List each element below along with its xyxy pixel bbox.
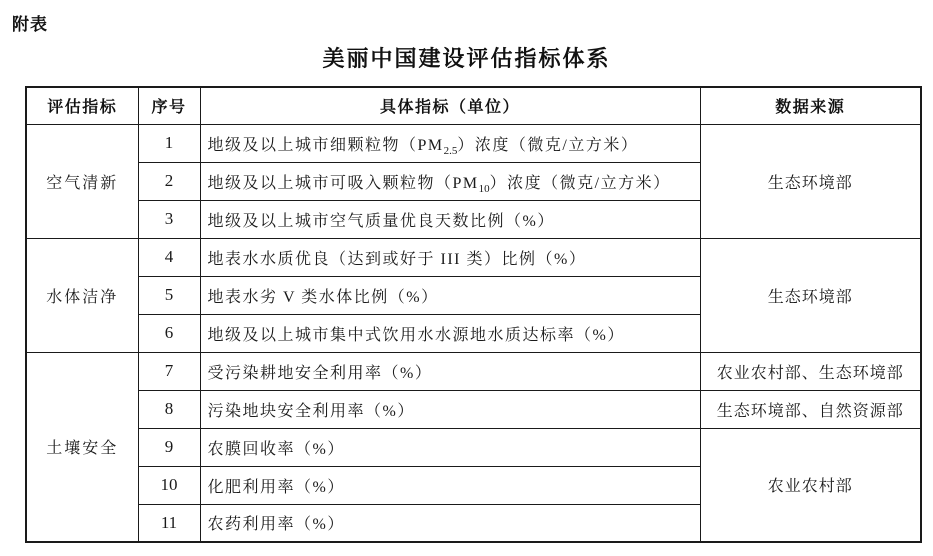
- serial-cell: 4: [138, 238, 200, 276]
- col-header-indicator: 具体指标（单位）: [200, 87, 700, 124]
- source-cell: 生态环境部: [700, 238, 921, 352]
- indicator-cell: [200, 200, 700, 238]
- page-note: 附表: [12, 15, 48, 34]
- indicator-cell: [200, 428, 700, 466]
- serial-cell: 2: [138, 162, 200, 200]
- indicator-text-post: ）浓度（微克/立方米）: [489, 174, 671, 192]
- table-row: [26, 124, 921, 162]
- serial-cell: 10: [138, 466, 200, 504]
- col-header-serial: 序号: [138, 87, 200, 124]
- table-row: [26, 352, 921, 390]
- indicator-subscript: 10: [478, 182, 490, 195]
- indicator-text: 地级及以上城市集中式饮用水水源地水质达标率（%）: [207, 326, 625, 344]
- indicator-cell: [200, 314, 700, 352]
- indicator-text: 地级及以上城市空气质量优良天数比例（%）: [207, 212, 555, 230]
- serial-cell: 8: [138, 390, 200, 428]
- indicator-text: 农药利用率（%）: [207, 516, 345, 534]
- indicator-cell: [200, 124, 700, 162]
- indicator-table: [25, 86, 922, 543]
- indicator-text: 地表水劣 V 类水体比例（%）: [207, 288, 439, 306]
- category-cell-water: 水体洁净: [26, 238, 138, 352]
- serial-cell: 6: [138, 314, 200, 352]
- indicator-cell: [200, 390, 700, 428]
- table-row: [26, 428, 921, 466]
- col-header-category: 评估指标: [26, 87, 138, 124]
- table-row: [26, 238, 921, 276]
- indicator-cell: [200, 162, 700, 200]
- indicator-text: 地级及以上城市细颗粒物（PM: [207, 136, 444, 154]
- serial-cell: 1: [138, 124, 200, 162]
- serial-cell: 5: [138, 276, 200, 314]
- source-cell: 农业农村部、生态环境部: [700, 352, 921, 390]
- page-title: 美丽中国建设评估指标体系: [322, 46, 611, 71]
- table-row: [26, 390, 921, 428]
- serial-cell: 9: [138, 428, 200, 466]
- col-header-source: 数据来源: [700, 87, 921, 124]
- indicator-text: 化肥利用率（%）: [207, 478, 345, 496]
- indicator-text: 地级及以上城市可吸入颗粒物（PM: [207, 174, 479, 192]
- indicator-cell: [200, 238, 700, 276]
- indicator-text-post: ）浓度（微克/立方米）: [457, 136, 639, 154]
- source-cell: 农业农村部: [700, 428, 921, 542]
- indicator-cell: [200, 466, 700, 504]
- serial-cell: 7: [138, 352, 200, 390]
- source-cell: 生态环境部: [700, 124, 921, 238]
- header-row: [26, 87, 921, 124]
- category-cell-soil: 土壤安全: [26, 352, 138, 542]
- serial-cell: 3: [138, 200, 200, 238]
- indicator-text: 受污染耕地安全利用率（%）: [207, 364, 433, 382]
- indicator-text: 地表水水质优良（达到或好于 III 类）比例（%）: [207, 250, 587, 268]
- category-cell-air: 空气清新: [26, 124, 138, 238]
- source-cell: 生态环境部、自然资源部: [700, 390, 921, 428]
- indicator-cell: [200, 352, 700, 390]
- indicator-cell: [200, 276, 700, 314]
- indicator-subscript: 2.5: [443, 144, 458, 157]
- indicator-text: 农膜回收率（%）: [207, 440, 345, 458]
- indicator-cell: [200, 504, 700, 542]
- serial-cell: 11: [138, 504, 200, 542]
- indicator-text: 污染地块安全利用率（%）: [207, 402, 415, 420]
